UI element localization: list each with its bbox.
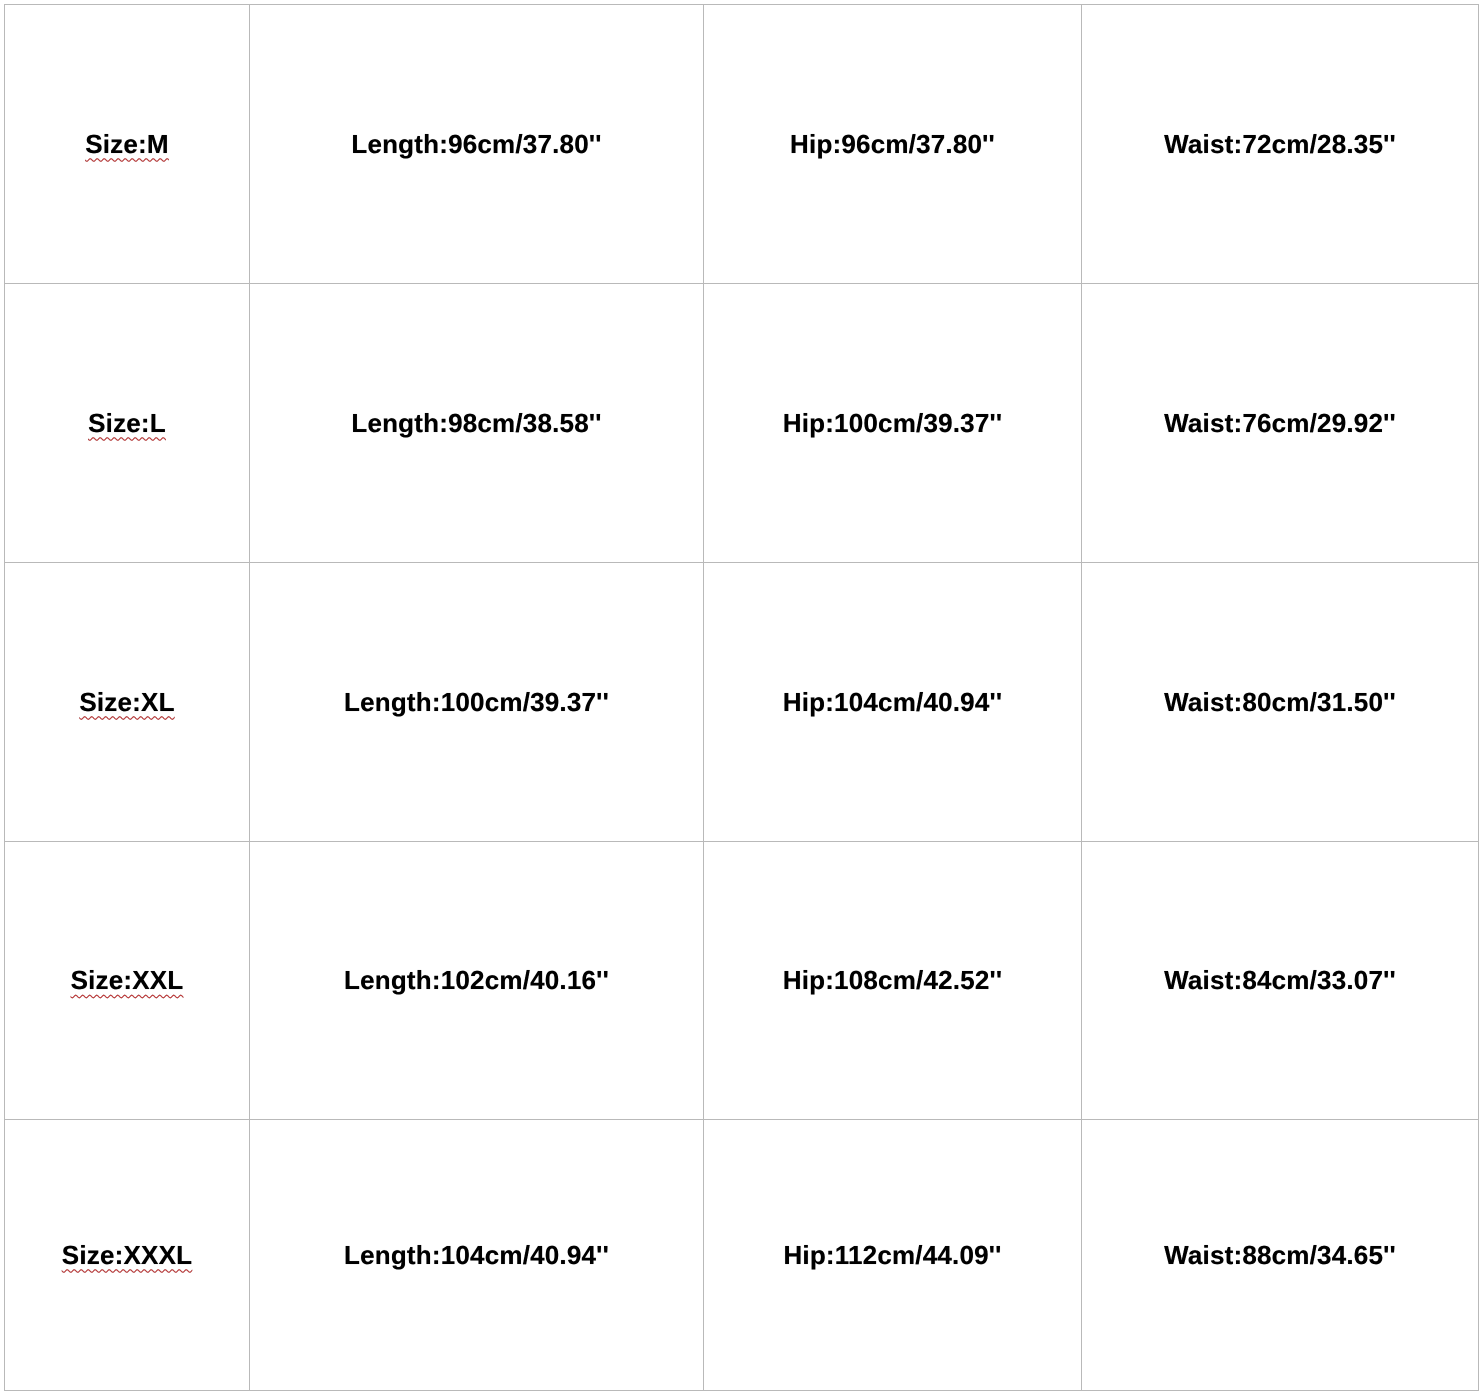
hip-cell: Hip:96cm/37.80'' — [704, 5, 1082, 284]
length-cell: Length:96cm/37.80'' — [250, 5, 704, 284]
size-cell — [5, 284, 250, 563]
table-row — [5, 563, 1479, 842]
size-cell — [5, 842, 250, 1120]
size-cell — [5, 5, 250, 284]
table-row — [5, 5, 1479, 284]
size-chart-table — [4, 4, 1479, 1391]
size-cell — [5, 1120, 250, 1391]
waist-cell: Waist:80cm/31.50'' — [1082, 563, 1479, 842]
waist-cell: Waist:84cm/33.07'' — [1082, 842, 1479, 1120]
length-cell: Length:98cm/38.58'' — [250, 284, 704, 563]
size-label: Size:XL — [79, 686, 175, 717]
table-row — [5, 284, 1479, 563]
hip-cell: Hip:108cm/42.52'' — [704, 842, 1082, 1120]
size-cell — [5, 563, 250, 842]
waist-cell: Waist:88cm/34.65'' — [1082, 1120, 1479, 1391]
size-label: Size:XXXL — [61, 1239, 193, 1270]
length-cell: Length:104cm/40.94'' — [250, 1120, 704, 1391]
hip-cell: Hip:112cm/44.09'' — [704, 1120, 1082, 1391]
table-row — [5, 842, 1479, 1120]
size-label: Size:XXL — [70, 965, 184, 995]
size-label: Size:L — [88, 407, 166, 438]
hip-cell: Hip:104cm/40.94'' — [704, 563, 1082, 842]
table-row — [5, 1120, 1479, 1391]
waist-cell: Waist:72cm/28.35'' — [1082, 5, 1479, 284]
size-label: Size:M — [85, 128, 169, 159]
waist-cell: Waist:76cm/29.92'' — [1082, 284, 1479, 563]
length-cell: Length:100cm/39.37'' — [250, 563, 704, 842]
hip-cell: Hip:100cm/39.37'' — [704, 284, 1082, 563]
length-cell: Length:102cm/40.16'' — [250, 842, 704, 1120]
